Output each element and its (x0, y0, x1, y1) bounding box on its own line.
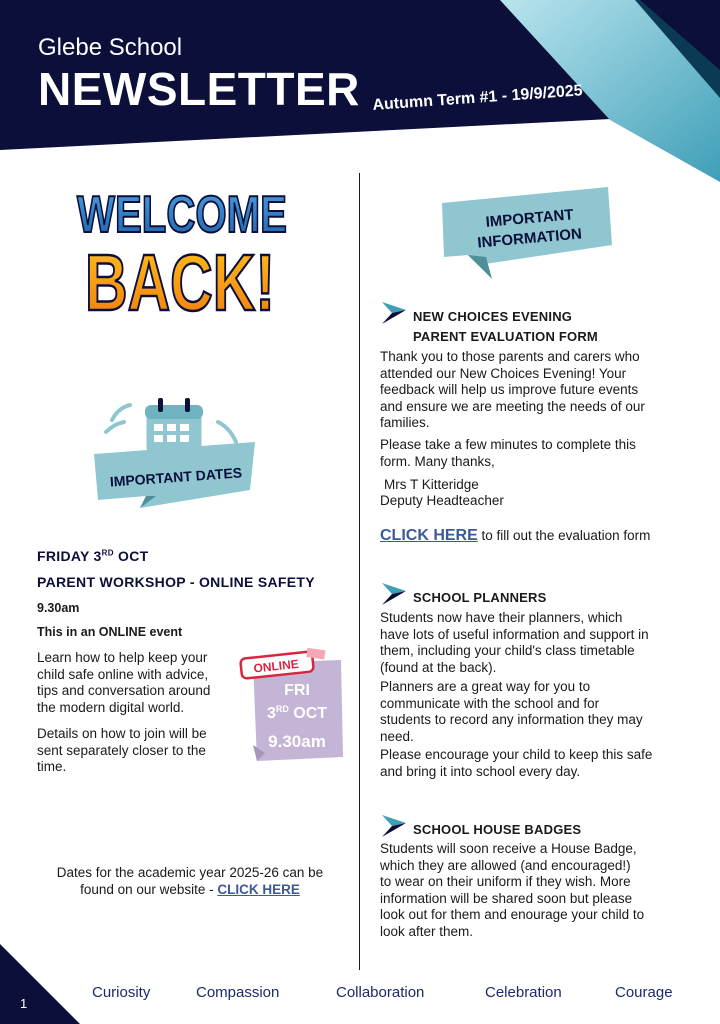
welcome-back-graphic (60, 180, 300, 327)
event-title: PARENT WORKSHOP - ONLINE SAFETY (37, 574, 315, 590)
info-badge-line1: IMPORTANT (485, 206, 575, 231)
card-day: FRI (284, 682, 310, 699)
column-divider (359, 173, 360, 970)
text-line (30, 881, 350, 898)
event-date (37, 548, 148, 564)
text-line: Dates for the academic year 2025-26 can be (56, 865, 324, 880)
section-paragraph (380, 437, 636, 470)
text-fragment: found on our website - (80, 882, 218, 897)
arrow-icon (382, 302, 406, 324)
text-line: Details on how to join will be (37, 726, 207, 741)
signature-name: Mrs T Kitteridge (384, 477, 479, 492)
text-line: students to record any information they may (380, 712, 643, 727)
value-compassion: Compassion (196, 984, 280, 1001)
text-line: feedback will help us improve future events (380, 382, 639, 397)
text-line: communicate with the school and for (380, 695, 600, 711)
text-line: Please encourage your child to keep this safe (380, 747, 653, 762)
event-time: 9.30am (37, 601, 80, 615)
section-heading: SCHOOL HOUSE BADGES (413, 822, 582, 837)
text-line: them, including your child's class timetable (380, 643, 635, 658)
important-information-badge (438, 183, 614, 283)
section-subheading: PARENT EVALUATION FORM (413, 329, 598, 344)
signature-role: Deputy Headteacher (380, 493, 504, 508)
text-line: child safe online with advice, (37, 666, 209, 682)
text-line: Students now have their planners, which (380, 610, 623, 625)
card-date-month: OCT (288, 705, 328, 722)
text-line: Thank you to those parents and carers who (380, 349, 640, 364)
online-event-card (243, 655, 343, 760)
event-description (37, 650, 210, 716)
text-line: sent separately closer to the (37, 742, 206, 758)
text-line: look out for them and enourage your child to (380, 907, 645, 922)
text-line: and bring it into school every day. (380, 763, 581, 779)
text-line: look after them. (380, 923, 474, 939)
text-line: (found at the back). (380, 659, 497, 675)
term-date: Autumn Term #1 - 19/9/2025 (372, 82, 584, 114)
event-online-note: This in an ONLINE event (37, 625, 183, 639)
section-paragraph (380, 841, 644, 940)
text-line: attended our New Choices Evening! Your (380, 365, 627, 381)
section-heading: NEW CHOICES EVENING (413, 309, 573, 324)
text-line: families. (380, 415, 430, 430)
text-line: and ensure we are meeting the needs of our (380, 398, 645, 414)
value-curiosity: Curiosity (92, 984, 151, 1001)
text-line: the modern digital world. (37, 699, 185, 715)
info-badge-line2: INFORMATION (476, 225, 583, 252)
text-line: form. Many thanks, (380, 453, 495, 469)
value-celebration: Celebration (485, 984, 562, 1001)
back-text: BACK! (85, 238, 275, 327)
school-name: Glebe School (38, 34, 183, 61)
text-line: which they are allowed (and encouraged!) (380, 857, 631, 873)
section-paragraph (380, 747, 652, 780)
event-day-suffix: RD (101, 548, 114, 558)
card-time: 9.30am (268, 732, 326, 751)
important-dates-label: IMPORTANT DATES (109, 464, 243, 490)
newsletter-title: NEWSLETTER (38, 63, 360, 115)
important-dates-badge (90, 390, 270, 525)
text-line: Students will soon receive a House Badge, (380, 841, 637, 856)
text-line: Learn how to help keep your (37, 650, 208, 665)
academic-year-note (30, 864, 350, 898)
event-month: OCT (113, 548, 149, 564)
card-date-num: 3 (266, 705, 276, 722)
section-heading: SCHOOL PLANNERS (413, 590, 547, 605)
arrow-icon (382, 583, 406, 605)
academic-year-link[interactable]: CLICK HERE (217, 882, 300, 897)
text-line: Planners are a great way for you to (380, 679, 591, 694)
section-paragraph (380, 349, 645, 432)
section-paragraph (380, 610, 649, 676)
value-courage: Courage (615, 984, 673, 1001)
online-tag: ONLINE (252, 656, 300, 676)
welcome-text: WELCOME (77, 186, 287, 244)
evaluation-form-line (380, 527, 650, 545)
text-line: Please take a few minutes to complete this (380, 437, 636, 452)
event-day: FRIDAY 3 (37, 548, 102, 564)
event-details (37, 726, 207, 776)
card-date-suffix: RD (275, 704, 289, 714)
text-line: time. (37, 759, 67, 774)
arrow-icon (382, 815, 406, 837)
text-line: to wear on their uniform if they wish. More (380, 874, 631, 889)
value-collaboration: Collaboration (336, 984, 425, 1001)
section-paragraph (380, 679, 643, 745)
text-line: have lots of useful information and support in (380, 626, 649, 642)
text-line: need. (380, 728, 414, 744)
text-line: information will be shared soon but please (380, 890, 633, 906)
evaluation-form-link[interactable]: CLICK HERE (380, 527, 478, 544)
page-corner-decoration (0, 944, 80, 1024)
text-fragment: to fill out the evaluation form (477, 528, 651, 543)
page-number: 1 (20, 996, 28, 1011)
text-line: tips and conversation around (37, 683, 211, 698)
